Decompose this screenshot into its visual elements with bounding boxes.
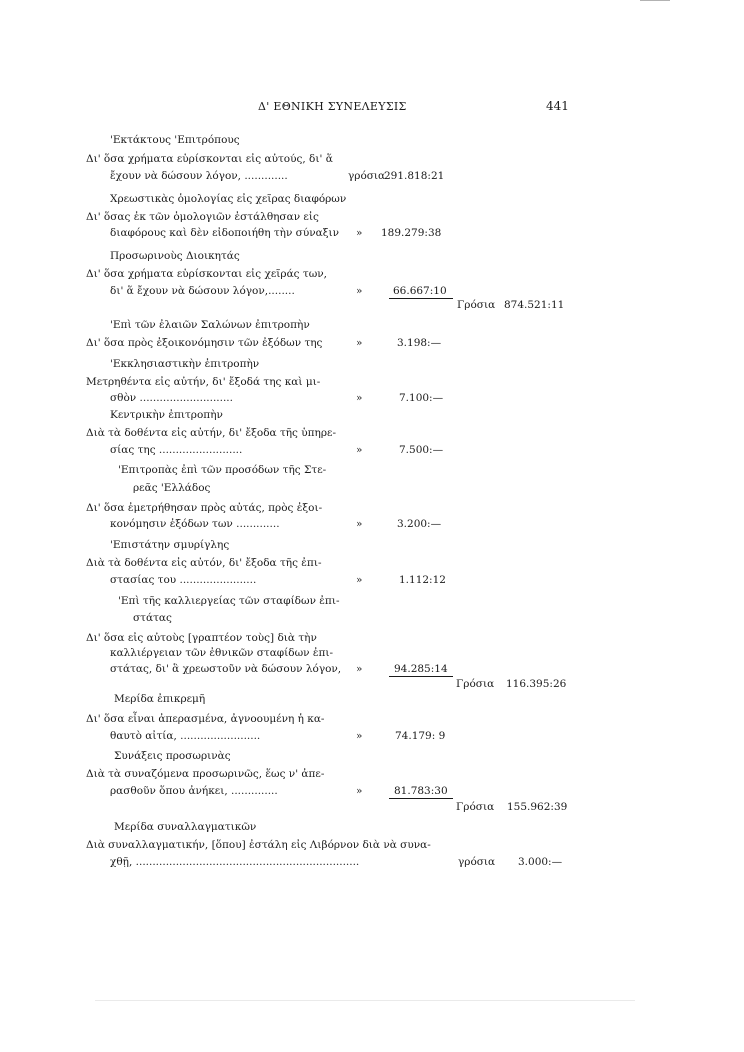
entry-text: δι' ἅ ἔχουν νὰ δώσουν λόγον,........	[110, 285, 295, 297]
entry-heading: Προσωρινοὺς Διοικητάς	[110, 250, 240, 262]
amount: 1.112:12	[399, 574, 446, 586]
ditto-mark: »	[356, 392, 363, 404]
amount: 291.818:21	[384, 170, 445, 182]
entry-text: ἔχουν νὰ δώσουν λόγον, .............	[110, 170, 288, 182]
entry-text: στάτας, δι' ἃ χρεωστοῦν νὰ δώσουν λόγον,	[110, 663, 342, 675]
amount: 94.285:14	[394, 663, 448, 675]
entry-text: Διὰ συναλλαγματικήν, [ὅπου] ἐστάλη εἰς Λιβόρνον διὰ νὰ συνα-	[86, 839, 431, 851]
entry-heading: 'Εκκλησιαστικὴν ἐπιτροπὴν	[110, 358, 260, 370]
entry-text: Δι' ὅσα χρήματα εὑρίσκονται εἰς αὐτούς, δι' ἅ	[86, 153, 333, 165]
entry-text: Δι' ὅσα χρήματα εὑρίσκονται εἰς χεῖράς των,	[86, 268, 327, 280]
entry-text: θαυτὸ αἰτία, ........................	[110, 730, 261, 742]
total-amount: 155.962:39	[507, 801, 568, 813]
page-number: 441	[546, 99, 569, 113]
currency-mark: γρόσια	[348, 170, 386, 182]
entry-heading: 'Επιτροπὰς ἐπὶ τῶν προσόδων τῆς Στε-	[118, 464, 327, 476]
scan-speck	[95, 1000, 635, 1001]
total-label: Γρόσια	[456, 801, 495, 813]
entry-heading: Κεντρικὴν ἐπιτροπὴν	[110, 409, 223, 421]
amount: 74.179: 9	[395, 730, 446, 742]
amount: 7.100:—	[399, 392, 444, 404]
subtotal-rule	[389, 798, 453, 799]
entry-heading: στάτας	[133, 612, 172, 624]
ditto-mark: »	[356, 785, 363, 797]
amount: 7.500:—	[399, 444, 444, 456]
entry-text: στασίας του .......................	[110, 574, 257, 586]
amount: 189.279:38	[381, 227, 442, 239]
entry-text: καλλιέργειαν τῶν ἐθνικῶν σταφίδων ἐπι-	[110, 647, 334, 659]
subtotal-rule	[389, 676, 453, 677]
entry-heading: ρεᾶς 'Ελλάδος	[133, 482, 211, 494]
entry-heading: Χρεωστικὰς ὁμολογίας εἰς χεῖρας διαφόρων	[110, 193, 347, 205]
scan-speck	[640, 0, 670, 1]
total-label: Γρόσια	[457, 299, 496, 311]
ditto-mark: »	[356, 444, 363, 456]
entry-text: Δι' ὅσα εἰς αὐτοὺς [γραπτέον τοὺς] διὰ τὴν	[86, 632, 317, 644]
entry-heading: 'Επὶ τῶν ἐλαιῶν Σαλώνων ἐπιτροπὴν	[110, 319, 310, 331]
ditto-mark: »	[356, 518, 363, 530]
ditto-mark: »	[356, 285, 363, 297]
amount: 81.783:30	[394, 785, 448, 797]
ditto-mark: »	[356, 337, 363, 349]
running-header-title: Δ' ΕΘΝΙΚΗ ΣΥΝΕΛΕΥΣΙΣ	[258, 100, 407, 113]
entry-text: Δι' ὅσα ἐμετρήθησαν πρὸς αὐτάς, πρὸς ἐξοι-	[86, 502, 323, 514]
amount: 3.198:—	[397, 337, 442, 349]
total-amount: 116.395:26	[506, 678, 567, 690]
entry-text: Διὰ τὰ δοθέντα εἰς αὐτήν, δι' ἔξοδα τῆς ὑπηρε-	[86, 427, 337, 439]
entry-text: ρασθοῦν ὅπου ἀνήκει, ..............	[110, 785, 278, 797]
entry-text: διαφόρους καὶ δὲν εἰδοποιήθη τὴν σύναξιν	[110, 227, 339, 239]
entry-heading: Μερίδα συναλλαγματικῶν	[114, 821, 257, 833]
total-amount: 3.000:—	[518, 856, 563, 868]
entry-heading: Συνάξεις προσωρινὰς	[114, 750, 231, 762]
entry-text: Δι' ὅσα εἶναι ἀπερασμένα, ἀγνοουμένη ἡ κα-	[86, 713, 325, 725]
total-label: Γρόσια	[456, 678, 495, 690]
entry-text: Διὰ τὰ δοθέντα εἰς αὐτόν, δι' ἔξοδα τῆς ἐπι-	[86, 557, 322, 569]
ditto-mark: »	[356, 663, 363, 675]
amount: 3.200:—	[397, 518, 442, 530]
entry-heading: 'Επὶ τῆς καλλιεργείας τῶν σταφίδων ἐπι-	[118, 595, 340, 607]
total-label: γρόσια	[458, 856, 496, 868]
entry-heading: Μερίδα ἐπικρεμῆ	[114, 693, 206, 705]
entry-text: σθὸν ............................	[110, 392, 233, 404]
entry-text: κονόμησιν ἐξόδων των .............	[110, 518, 280, 530]
entry-heading: 'Επιστάτην σμυρίγλης	[110, 539, 230, 551]
total-amount: 874.521:11	[504, 299, 565, 311]
entry-text: Δι' ὅσα πρὸς ἐξοικονόμησιν τῶν ἐξόδων της	[86, 337, 323, 349]
entry-text: Δι' ὅσας ἐκ τῶν ὁμολογιῶν ἐστάλθησαν εἰς	[86, 211, 319, 223]
amount: 66.667:10	[393, 285, 447, 297]
entry-text: σίας της .........................	[110, 444, 243, 456]
entry-text: Μετρηθέντα εἰς αὐτήν, δι' ἔξοδά της καὶ μι-	[86, 376, 321, 388]
entry-text: χθῇ, ...................................................................	[110, 856, 360, 868]
ditto-mark: »	[356, 227, 363, 239]
subtotal-rule	[389, 298, 453, 299]
ditto-mark: »	[356, 730, 363, 742]
entry-text: Διὰ τὰ συναζόμενα προσωρινῶς, ἕως ν' ἀπε-	[86, 768, 325, 780]
entry-heading: 'Εκτάκτους 'Επιτρόπους	[110, 134, 240, 146]
ditto-mark: »	[356, 574, 363, 586]
